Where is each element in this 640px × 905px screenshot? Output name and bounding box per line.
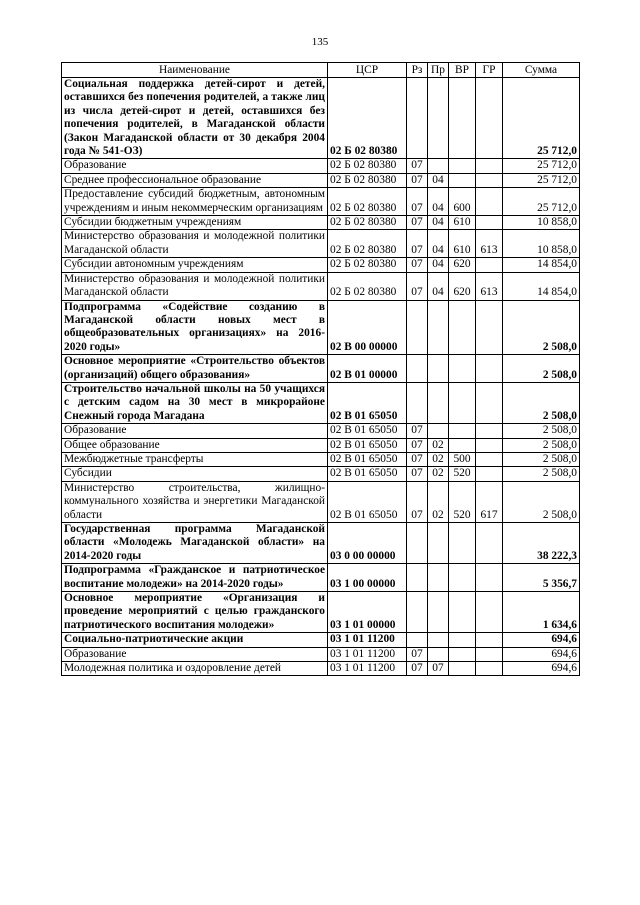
table-row [62,424,580,438]
cell-rz: 07 [407,647,428,661]
cell-pr: 07 [428,662,449,676]
cell-pr [428,523,449,564]
cell-sum: 10 858,0 [503,216,580,230]
cell-sum: 38 222,3 [503,523,580,564]
cell-pr [428,424,449,438]
cell-vr [449,662,476,676]
table-row [62,173,580,187]
cell-vr: 620 [449,258,476,272]
cell-sum: 2 508,0 [503,438,580,452]
cell-gr [476,159,503,173]
column-header-vr: ВР [449,63,476,78]
cell-sum: 694,6 [503,662,580,676]
cell-csr: 02 Б 02 80380 [328,230,407,258]
cell-gr [476,452,503,466]
cell-rz: 07 [407,481,428,522]
cell-csr: 02 В 01 65050 [328,452,407,466]
table-row [62,258,580,272]
cell-name: Основное мероприятие «Строительство объектов (организаций) общего образования» [62,355,328,383]
cell-vr: 620 [449,272,476,300]
cell-sum: 2 508,0 [503,355,580,383]
table-row [62,467,580,481]
cell-name: Субсидии бюджетным учреждениям [62,216,328,230]
cell-pr [428,159,449,173]
cell-rz: 07 [407,467,428,481]
cell-sum: 5 356,7 [503,564,580,592]
cell-sum: 2 508,0 [503,300,580,355]
table-row [62,216,580,230]
cell-vr [449,523,476,564]
cell-rz: 07 [407,662,428,676]
cell-csr: 02 В 00 00000 [328,300,407,355]
cell-name: Межбюджетные трансферты [62,452,328,466]
cell-pr [428,647,449,661]
cell-vr [449,647,476,661]
cell-rz [407,564,428,592]
cell-rz [407,382,428,423]
cell-csr: 02 Б 02 80380 [328,188,407,216]
cell-csr: 02 В 01 65050 [328,467,407,481]
cell-csr: 02 Б 02 80380 [328,258,407,272]
cell-sum: 2 508,0 [503,481,580,522]
cell-gr [476,382,503,423]
column-header-pr: Пр [428,63,449,78]
cell-rz [407,300,428,355]
cell-vr: 520 [449,467,476,481]
cell-pr: 02 [428,438,449,452]
cell-gr [476,647,503,661]
cell-name: Подпрограмма «Гражданское и патриотическое воспитание молодежи» на 2014-2020 годы» [62,564,328,592]
cell-gr [476,523,503,564]
cell-rz: 07 [407,424,428,438]
cell-gr [476,258,503,272]
cell-name: Общее образование [62,438,328,452]
cell-gr [476,662,503,676]
cell-vr [449,564,476,592]
cell-pr [428,382,449,423]
cell-name: Подпрограмма «Содействие созданию в Магаданской области новых мест в общеобразовательных организациях» на 2016-2020 годы» [62,300,328,355]
cell-pr: 04 [428,258,449,272]
cell-csr: 02 В 01 65050 [328,438,407,452]
cell-rz: 07 [407,438,428,452]
table-row [62,230,580,258]
cell-sum: 694,6 [503,633,580,647]
table-row [62,382,580,423]
cell-csr: 03 1 01 11200 [328,633,407,647]
cell-name: Министерство образования и молодежной политики Магаданской области [62,230,328,258]
cell-gr [476,592,503,633]
cell-csr: 03 1 01 00000 [328,592,407,633]
cell-csr: 02 Б 02 80380 [328,216,407,230]
table-row [62,438,580,452]
cell-name: Основное мероприятие «Организация и проведение мероприятий с целью гражданского патриотического воспитания молодежи» [62,592,328,633]
cell-pr [428,78,449,159]
cell-name: Молодежная политика и оздоровление детей [62,662,328,676]
cell-gr [476,355,503,383]
table-row [62,592,580,633]
cell-name: Государственная программа Магаданской области «Молодежь Магаданской области» на 2014-2020 годы [62,523,328,564]
cell-sum: 694,6 [503,647,580,661]
cell-sum: 25 712,0 [503,173,580,187]
cell-sum: 2 508,0 [503,467,580,481]
cell-rz: 07 [407,159,428,173]
cell-pr: 02 [428,481,449,522]
cell-pr: 04 [428,188,449,216]
cell-name: Образование [62,159,328,173]
table-row [62,300,580,355]
cell-pr: 04 [428,230,449,258]
cell-name: Субсидии [62,467,328,481]
cell-gr [476,564,503,592]
cell-gr [476,424,503,438]
cell-sum: 14 854,0 [503,258,580,272]
cell-pr: 04 [428,216,449,230]
column-header-gr: ГР [476,63,503,78]
cell-pr [428,633,449,647]
cell-name: Предоставление субсидий бюджетным, автономным учреждениям и иным некоммерческим организациям [62,188,328,216]
column-header-sum: Сумма [503,63,580,78]
cell-vr: 600 [449,188,476,216]
cell-vr [449,300,476,355]
cell-csr: 02 Б 02 80380 [328,272,407,300]
cell-name: Министерство образования и молодежной политики Магаданской области [62,272,328,300]
cell-rz: 07 [407,188,428,216]
column-header-name: Наименование [62,63,328,78]
cell-sum: 10 858,0 [503,230,580,258]
table-body [62,78,580,676]
cell-rz [407,355,428,383]
table-row [62,481,580,522]
cell-rz [407,592,428,633]
table-row [62,647,580,661]
cell-sum: 2 508,0 [503,382,580,423]
cell-rz: 07 [407,230,428,258]
table-row [62,633,580,647]
cell-gr [476,188,503,216]
table-row [62,523,580,564]
table-header-row [62,63,580,78]
cell-csr: 03 0 00 00000 [328,523,407,564]
cell-sum: 25 712,0 [503,188,580,216]
cell-pr [428,564,449,592]
cell-name: Министерство строительства, жилищно-коммунального хозяйства и энергетики Магаданской области [62,481,328,522]
table-row [62,78,580,159]
cell-rz [407,633,428,647]
cell-csr: 02 Б 02 80380 [328,78,407,159]
cell-sum: 2 508,0 [503,452,580,466]
cell-vr [449,633,476,647]
table-row [62,662,580,676]
cell-sum: 25 712,0 [503,78,580,159]
cell-pr: 04 [428,173,449,187]
cell-vr [449,424,476,438]
table-row [62,159,580,173]
cell-csr: 03 1 01 11200 [328,647,407,661]
cell-rz: 07 [407,216,428,230]
cell-vr [449,78,476,159]
budget-table [61,62,580,676]
cell-name: Социально-патриотические акции [62,633,328,647]
cell-csr: 03 1 01 11200 [328,662,407,676]
cell-vr [449,159,476,173]
cell-gr: 613 [476,230,503,258]
cell-vr: 610 [449,230,476,258]
cell-pr [428,592,449,633]
cell-vr: 610 [449,216,476,230]
cell-gr [476,633,503,647]
cell-vr [449,355,476,383]
cell-vr [449,173,476,187]
cell-csr: 02 Б 02 80380 [328,159,407,173]
cell-pr: 02 [428,452,449,466]
cell-vr: 500 [449,452,476,466]
cell-gr [476,300,503,355]
cell-sum: 2 508,0 [503,424,580,438]
cell-pr [428,355,449,383]
cell-gr [476,216,503,230]
cell-name: Строительство начальной школы на 50 учащихся с детским садом на 30 мест в микрорайоне Снежный города Магадана [62,382,328,423]
cell-csr: 02 В 01 65050 [328,424,407,438]
cell-gr [476,438,503,452]
cell-name: Образование [62,647,328,661]
cell-rz [407,78,428,159]
cell-rz: 07 [407,173,428,187]
cell-rz [407,523,428,564]
cell-sum: 25 712,0 [503,159,580,173]
cell-vr [449,382,476,423]
cell-sum: 1 634,6 [503,592,580,633]
cell-gr: 613 [476,272,503,300]
cell-name: Социальная поддержка детей-сирот и детей, оставшихся без попечения родителей, а также лиц из числа детей-сирот и детей, оставшихся без попечения родителей, в Магаданской области (Закон Магаданской области от 30 декабря 2004 года № 541-ОЗ) [62,78,328,159]
cell-csr: 02 В 01 00000 [328,355,407,383]
cell-vr [449,438,476,452]
table-row [62,452,580,466]
column-header-csr: ЦСР [328,63,407,78]
cell-gr [476,78,503,159]
cell-gr: 617 [476,481,503,522]
page-number: 135 [311,36,329,48]
cell-csr: 02 В 01 65050 [328,382,407,423]
cell-rz: 07 [407,272,428,300]
cell-pr [428,300,449,355]
cell-vr: 520 [449,481,476,522]
column-header-rz: Рз [407,63,428,78]
cell-sum: 14 854,0 [503,272,580,300]
table-row [62,564,580,592]
cell-name: Образование [62,424,328,438]
cell-csr: 03 1 00 00000 [328,564,407,592]
cell-name: Среднее профессиональное образование [62,173,328,187]
cell-rz: 07 [407,452,428,466]
cell-csr: 02 В 01 65050 [328,481,407,522]
cell-name: Субсидии автономным учреждениям [62,258,328,272]
cell-rz: 07 [407,258,428,272]
cell-pr: 04 [428,272,449,300]
cell-vr [449,592,476,633]
cell-gr [476,173,503,187]
table-row [62,355,580,383]
cell-gr [476,467,503,481]
table-row [62,188,580,216]
cell-csr: 02 Б 02 80380 [328,173,407,187]
table-row [62,272,580,300]
cell-pr: 02 [428,467,449,481]
